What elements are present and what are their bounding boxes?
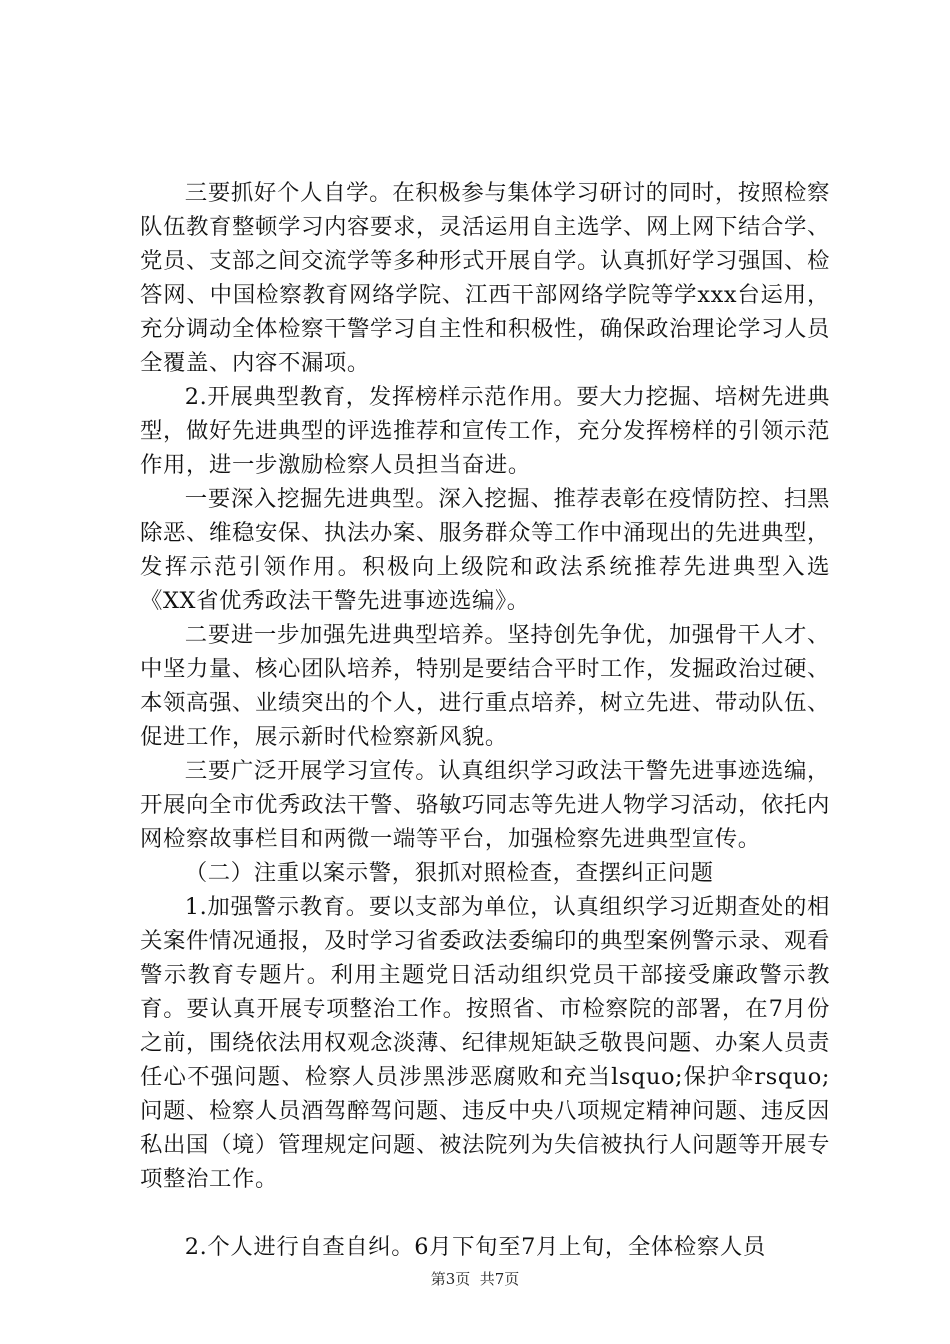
paragraph-gap — [140, 1196, 830, 1230]
paragraph-cultivate-models: 二要进一步加强先进典型培养。坚持创先争优，加强骨干人才、中坚力量、核心团队培养，特别是要结合平时工作，发掘政治过硬、本领高强、业绩突出的个人，进行重点培养，树立先进、带动队伍、促进工作，展示新时代检察新风貌。 — [140, 622, 830, 750]
paragraph-warning-education: 1.加强警示教育。要以支部为单位，认真组织学习近期查处的相关案件情况通报，及时学习省委政法委编印的典型案例警示录、观看警示教育专题片。利用主题党日活动组织党员干部接受廉政警示教育。要认真开展专项整治工作。按照省、市检察院的部署，在7月份之前，围绕依法用权观念淡薄、纪律规矩缺乏敬畏问题、办案人员责任心不强问题、检察人员涉黑涉恶腐败和充当lsquo;保护伞rsquo;问题、检察人员酒驾醉驾问题、违反中央八项规定精神问题、违反因私出国（境）管理规定问题、被法院列为失信被执行人问题等开展专项整治工作。 — [140, 894, 830, 1192]
paragraph-discover-models: 一要深入挖掘先进典型。深入挖掘、推荐表彰在疫情防控、扫黑除恶、维稳安保、执法办案、服务群众等工作中涌现出的先进典型，发挥示范引领作用。积极向上级院和政法系统推荐先进典型入选《XX省优秀政法干警先进事迹选编》。 — [140, 486, 830, 614]
section-heading: （二）注重以案示警，狠抓对照检查，查摆纠正问题 — [184, 860, 714, 886]
page-footer — [0, 1268, 950, 1290]
paragraph-publicity: 三要广泛开展学习宣传。认真组织学习政法干警先进事迹选编，开展向全市优秀政法干警、骆敏巧同志等先进人物学习活动，依托内网检察故事栏目和两微一端等平台，加强检察先进典型宣传。 — [140, 758, 830, 852]
paragraph-self-inspection: 2.个人进行自查自纠。6月下旬至7月上旬，全体检察人员 — [184, 1234, 766, 1260]
document-body — [140, 176, 830, 1264]
page-number: 第3页 共7页 — [430, 1270, 520, 1288]
paragraph-self-study: 三要抓好个人自学。在积极参与集体学习研讨的同时，按照检察队伍教育整顿学习内容要求，灵活运用自主选学、网上网下结合学、党员、支部之间交流学等多种形式开展自学。认真抓好学习强国、检答网、中国检察教育网络学院、江西干部网络学院等学xxx台运用，充分调动全体检察干警学习自主性和积极性，确保政治理论学习人员全覆盖、内容不漏项。 — [140, 180, 830, 376]
paragraph-typical-education: 2.开展典型教育，发挥榜样示范作用。要大力挖掘、培树先进典型，做好先进典型的评选推荐和宣传工作，充分发挥榜样的引领示范作用，进一步激励检察人员担当奋进。 — [140, 384, 830, 478]
